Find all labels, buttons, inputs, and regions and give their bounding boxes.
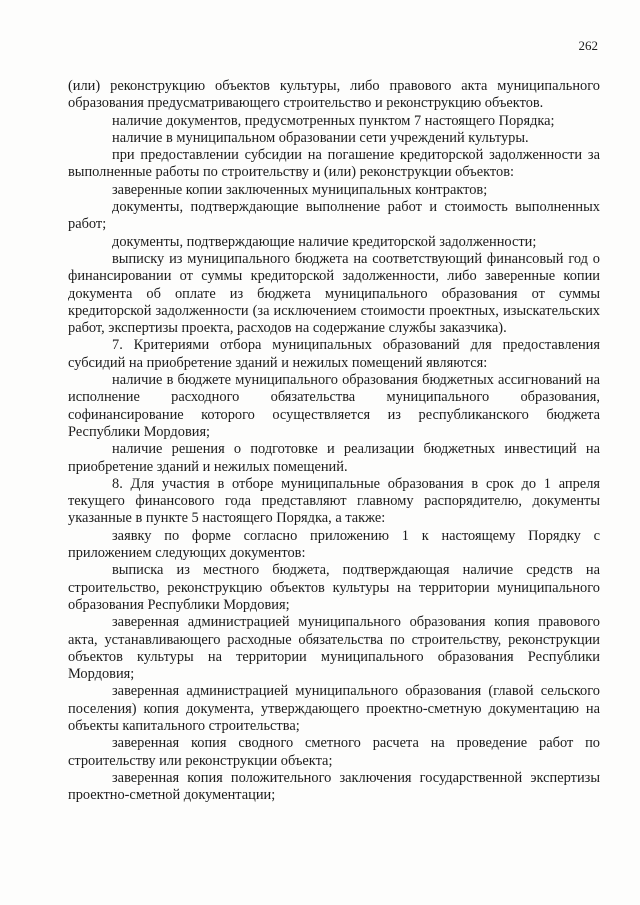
paragraph: выписку из муниципального бюджета на соответствующий финансовый год о финансировании от суммы кредиторской задолженности, либо заверенные копии документа об оплате из бюджета муниципального образования от суммы кредиторской задолженности (за исключением стоимости проектных, изыскательских работ, экспертизы проекта, расходов на содержание службы заказчика). <box>68 250 600 337</box>
paragraph: документы, подтверждающие выполнение работ и стоимость выполненных работ; <box>68 199 600 233</box>
page-number: 262 <box>578 38 598 53</box>
paragraph: заверенная копия сводного сметного расчета на проведение работ по строительству или реконструкции объекта; <box>68 735 600 769</box>
paragraph: наличие в бюджете муниципального образования бюджетных ассигнований на исполнение расходного обязательства муниципального образования, софинансирование которого осуществляется из республиканского бюджета Республики Мордовия; <box>68 372 600 440</box>
paragraph: заверенная копия положительного заключения государственной экспертизы проектно-сметной документации; <box>68 769 600 804</box>
paragraph: наличие решения о подготовке и реализации бюджетных инвестиций на приобретение зданий и нежилых помещений. <box>68 441 600 475</box>
document-body <box>68 78 600 804</box>
paragraph: заверенные копии заключенных муниципальных контрактов; <box>112 181 488 198</box>
paragraph: заявку по форме согласно приложению 1 к настоящему Порядку с приложением следующих документов: <box>68 527 600 562</box>
paragraph: документы, подтверждающие наличие кредиторской задолженности; <box>112 233 537 250</box>
paragraph: 8. Для участия в отборе муниципальные образования в срок до 1 апреля текущего финансового года представляют главному распорядителю, документы указанные в пункте 5 настоящего Порядка, а также: <box>68 475 600 527</box>
paragraph: 7. Критериями отбора муниципальных образований для предоставления субсидий на приобретение зданий и нежилых помещений являются: <box>68 337 600 371</box>
paragraph: выписка из местного бюджета, подтверждающая наличие средств на строительство, реконструкцию объектов культуры на территории муниципального образования Республики Мордовия; <box>68 562 600 613</box>
paragraph: заверенная администрацией муниципального образования копия правового акта, устанавливающего расходные обязательства по строительству, реконструкции объектов культуры на территории муниципального образования Республики Мордовия; <box>68 614 600 683</box>
paragraph: наличие в муниципальном образовании сети учреждений культуры. <box>112 129 529 146</box>
paragraph: (или) реконструкцию объектов культуры, либо правового акта муниципального образования предусматривающего строительство и реконструкцию объектов. <box>68 78 600 112</box>
paragraph: наличие документов, предусмотренных пунктом 7 настоящего Порядка; <box>112 112 555 129</box>
paragraph: заверенная администрацией муниципального образования (главой сельского поселения) копия документа, утверждающего проектно-сметную документацию на объекты капитального строительства; <box>68 683 600 734</box>
paragraph: при предоставлении субсидии на погашение кредиторской задолженности за выполненные работы по строительству и (или) реконструкции объектов: <box>68 147 600 181</box>
